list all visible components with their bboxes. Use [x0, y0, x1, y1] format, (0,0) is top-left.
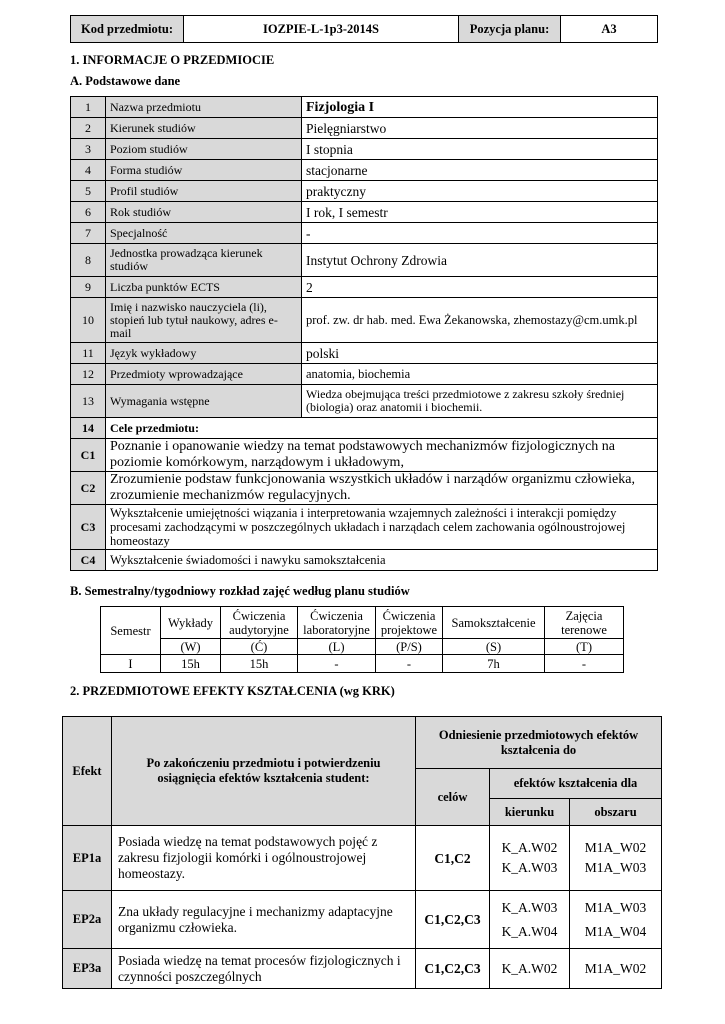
class-code: (W) — [161, 639, 221, 655]
area-col-header: obszaru — [570, 799, 662, 826]
basic-data-table — [70, 96, 658, 571]
class-code: (S) — [443, 639, 545, 655]
direction-code: K_A.W03 — [501, 899, 558, 915]
effect-goals: C1,C2 — [416, 826, 490, 891]
row-number: 2 — [71, 118, 106, 139]
goal-code: C2 — [71, 472, 106, 505]
row-value: I stopnia — [302, 139, 658, 160]
goal-row — [71, 439, 658, 472]
semester-code-row — [101, 639, 624, 655]
row-label: Kierunek studiów — [106, 118, 302, 139]
effects-header-row — [63, 717, 662, 769]
effect-id: EP3a — [63, 949, 112, 989]
goal-code: C4 — [71, 550, 106, 571]
hours-value: 15h — [221, 655, 298, 673]
semester-header-row — [101, 607, 624, 639]
goals-header: Cele przedmiotu: — [106, 418, 658, 439]
row-number: 3 — [71, 139, 106, 160]
hours-value: - — [376, 655, 443, 673]
subject-code-value: IOZPIE-L-1p3-2014S — [184, 16, 459, 43]
semester-col-header: Semestr — [101, 607, 161, 655]
goal-row — [71, 472, 658, 505]
basic-row — [71, 385, 658, 418]
effect-row — [63, 891, 662, 949]
section-1-title: 1. INFORMACJE O PRZEDMIOCIE — [70, 53, 275, 67]
goal-code: C3 — [71, 505, 106, 550]
effect-text: Posiada wiedzę na temat procesów fizjologicznych i czynności poszczególnych — [112, 949, 416, 989]
class-code: (T) — [545, 639, 624, 655]
area-code: M1A_W03 — [584, 899, 647, 915]
row-number: 1 — [71, 97, 106, 118]
effect-goals: C1,C2,C3 — [416, 891, 490, 949]
class-code: (Ć) — [221, 639, 298, 655]
goal-text: Wykształcenie umiejętności wiązania i interpretowania wzajemnych zależności i interakcji pomiędzy procesami zachodzącymi w poszczególnych układach i narządach celem zachowania ogólnoustrojowej homeostazy — [106, 505, 658, 550]
basic-row — [71, 202, 658, 223]
row-label: Imię i nazwisko nauczyciela (li), stopień lub tytuł naukowy, adres e-mail — [106, 298, 302, 343]
basic-row — [71, 139, 658, 160]
basic-row — [71, 97, 658, 118]
basic-row — [71, 118, 658, 139]
effect-id: EP2a — [63, 891, 112, 949]
goals-header-row — [71, 418, 658, 439]
row-label: Nazwa przedmiotu — [106, 97, 302, 118]
row-label: Język wykładowy — [106, 343, 302, 364]
hours-value: - — [545, 655, 624, 673]
row-label: Specjalność — [106, 223, 302, 244]
row-label: Rok studiów — [106, 202, 302, 223]
row-value: I rok, I semestr — [302, 202, 658, 223]
effect-row — [63, 826, 662, 891]
section-2-title: 2. PRZEDMIOTOWE EFEKTY KSZTAŁCENIA (wg KRK) — [70, 684, 395, 698]
plan-position-value: A3 — [561, 16, 658, 43]
semester-table — [100, 606, 624, 673]
goals-col-header: celów — [416, 769, 490, 826]
field-col-header: Zajęcia terenowe — [545, 607, 624, 639]
class-code: (L) — [298, 639, 376, 655]
row-label: Liczba punktów ECTS — [106, 277, 302, 298]
row-value: - — [302, 223, 658, 244]
hours-value: - — [298, 655, 376, 673]
goal-text: Wykształcenie świadomości i nawyku samokształcenia — [106, 550, 658, 571]
row-label: Forma studiów — [106, 160, 302, 181]
goal-row — [71, 550, 658, 571]
row-value: stacjonarne — [302, 160, 658, 181]
direction-code: K_A.W02 — [490, 949, 570, 989]
semester-value: I — [101, 655, 161, 673]
basic-row — [71, 244, 658, 277]
row-number: 7 — [71, 223, 106, 244]
learning-effects-table — [62, 716, 662, 989]
subject-name-value: Fizjologia I — [302, 97, 658, 118]
effect-direction — [490, 891, 570, 949]
effect-text: Zna układy regulacyjne i mechanizmy adaptacyjne organizmu człowieka. — [112, 891, 416, 949]
description-col-header: Po zakończeniu przedmiotu i potwierdzeniu osiągnięcia efektów kształcenia student: — [112, 717, 416, 826]
semester-data-row — [101, 655, 624, 673]
row-number: 9 — [71, 277, 106, 298]
row-number: 6 — [71, 202, 106, 223]
goal-row — [71, 505, 658, 550]
row-number: 5 — [71, 181, 106, 202]
subject-header-table — [70, 15, 658, 43]
effect-direction — [490, 826, 570, 891]
goal-code: C1 — [71, 439, 106, 472]
area-code: M1A_W02 — [570, 949, 662, 989]
effects-for-col-header: efektów kształcenia dla — [490, 769, 662, 799]
laboratory-col-header: Ćwiczenia laboratoryjne — [298, 607, 376, 639]
row-label: Przedmioty wprowadzające — [106, 364, 302, 385]
direction-col-header: kierunku — [490, 799, 570, 826]
teacher-value: prof. zw. dr hab. med. Ewa Żekanowska, zhemostazy@cm.umk.pl — [302, 298, 658, 343]
basic-row — [71, 298, 658, 343]
row-label: Wymagania wstępne — [106, 385, 302, 418]
row-number: 8 — [71, 244, 106, 277]
row-label: Jednostka prowadząca kierunek studiów — [106, 244, 302, 277]
row-number: 13 — [71, 385, 106, 418]
row-number: 12 — [71, 364, 106, 385]
goal-text: Poznanie i opanowanie wiedzy na temat podstawowych mechanizmów fizjologicznych na poziomie komórkowym, narządowym i układowym, — [106, 439, 658, 472]
row-value: anatomia, biochemia — [302, 364, 658, 385]
basic-row — [71, 364, 658, 385]
row-number: 4 — [71, 160, 106, 181]
lectures-col-header: Wykłady — [161, 607, 221, 639]
basic-row — [71, 343, 658, 364]
basic-row — [71, 181, 658, 202]
effect-id: EP1a — [63, 826, 112, 891]
direction-code: K_A.W03 — [501, 860, 558, 875]
row-value: Instytut Ochrony Zdrowia — [302, 244, 658, 277]
basic-row — [71, 223, 658, 244]
area-code: M1A_W02 — [584, 840, 647, 855]
project-col-header: Ćwiczenia projektowe — [376, 607, 443, 639]
row-label: Profil studiów — [106, 181, 302, 202]
direction-code: K_A.W02 — [501, 840, 558, 855]
section-a-title: A. Podstawowe dane — [70, 74, 181, 88]
goal-text: Zrozumienie podstaw funkcjonowania wszystkich układów i narządów organizmu człowieka, zrozumienie mechanizmów regulacyjnych. — [106, 472, 658, 505]
effect-goals: C1,C2,C3 — [416, 949, 490, 989]
row-number: 11 — [71, 343, 106, 364]
self-study-col-header: Samokształcenie — [443, 607, 545, 639]
effect-area — [570, 826, 662, 891]
class-code: (P/S) — [376, 639, 443, 655]
area-code: M1A_W03 — [584, 860, 647, 875]
area-code: M1A_W04 — [584, 923, 647, 939]
hours-value: 7h — [443, 655, 545, 673]
row-value: Pielęgniarstwo — [302, 118, 658, 139]
plan-position-label: Pozycja planu: — [459, 16, 561, 43]
direction-code: K_A.W04 — [501, 923, 558, 939]
row-number: 14 — [71, 418, 106, 439]
effect-area — [570, 891, 662, 949]
reference-col-header: Odniesienie przedmiotowych efektów kształcenia do — [416, 717, 662, 769]
effect-text: Posiada wiedzę na temat podstawowych pojęć z zakresu fizjologii komórki i ogólnoustrojowej homeostazy. — [112, 826, 416, 891]
prerequisites-value: Wiedza obejmująca treści przedmiotowe z zakresu szkoły średniej (biologia) oraz anatomii i biochemii. — [302, 385, 658, 418]
row-label: Poziom studiów — [106, 139, 302, 160]
section-b-title: B. Semestralny/tygodniowy rozkład zajęć według planu studiów — [70, 584, 410, 598]
subject-code-label: Kod przedmiotu: — [71, 16, 184, 43]
row-number: 10 — [71, 298, 106, 343]
basic-row — [71, 160, 658, 181]
basic-row — [71, 277, 658, 298]
auditorium-col-header: Ćwiczenia audytoryjne — [221, 607, 298, 639]
effect-col-header: Efekt — [63, 717, 112, 826]
hours-value: 15h — [161, 655, 221, 673]
row-value: polski — [302, 343, 658, 364]
effect-row — [63, 949, 662, 989]
row-value: 2 — [302, 277, 658, 298]
row-value: praktyczny — [302, 181, 658, 202]
